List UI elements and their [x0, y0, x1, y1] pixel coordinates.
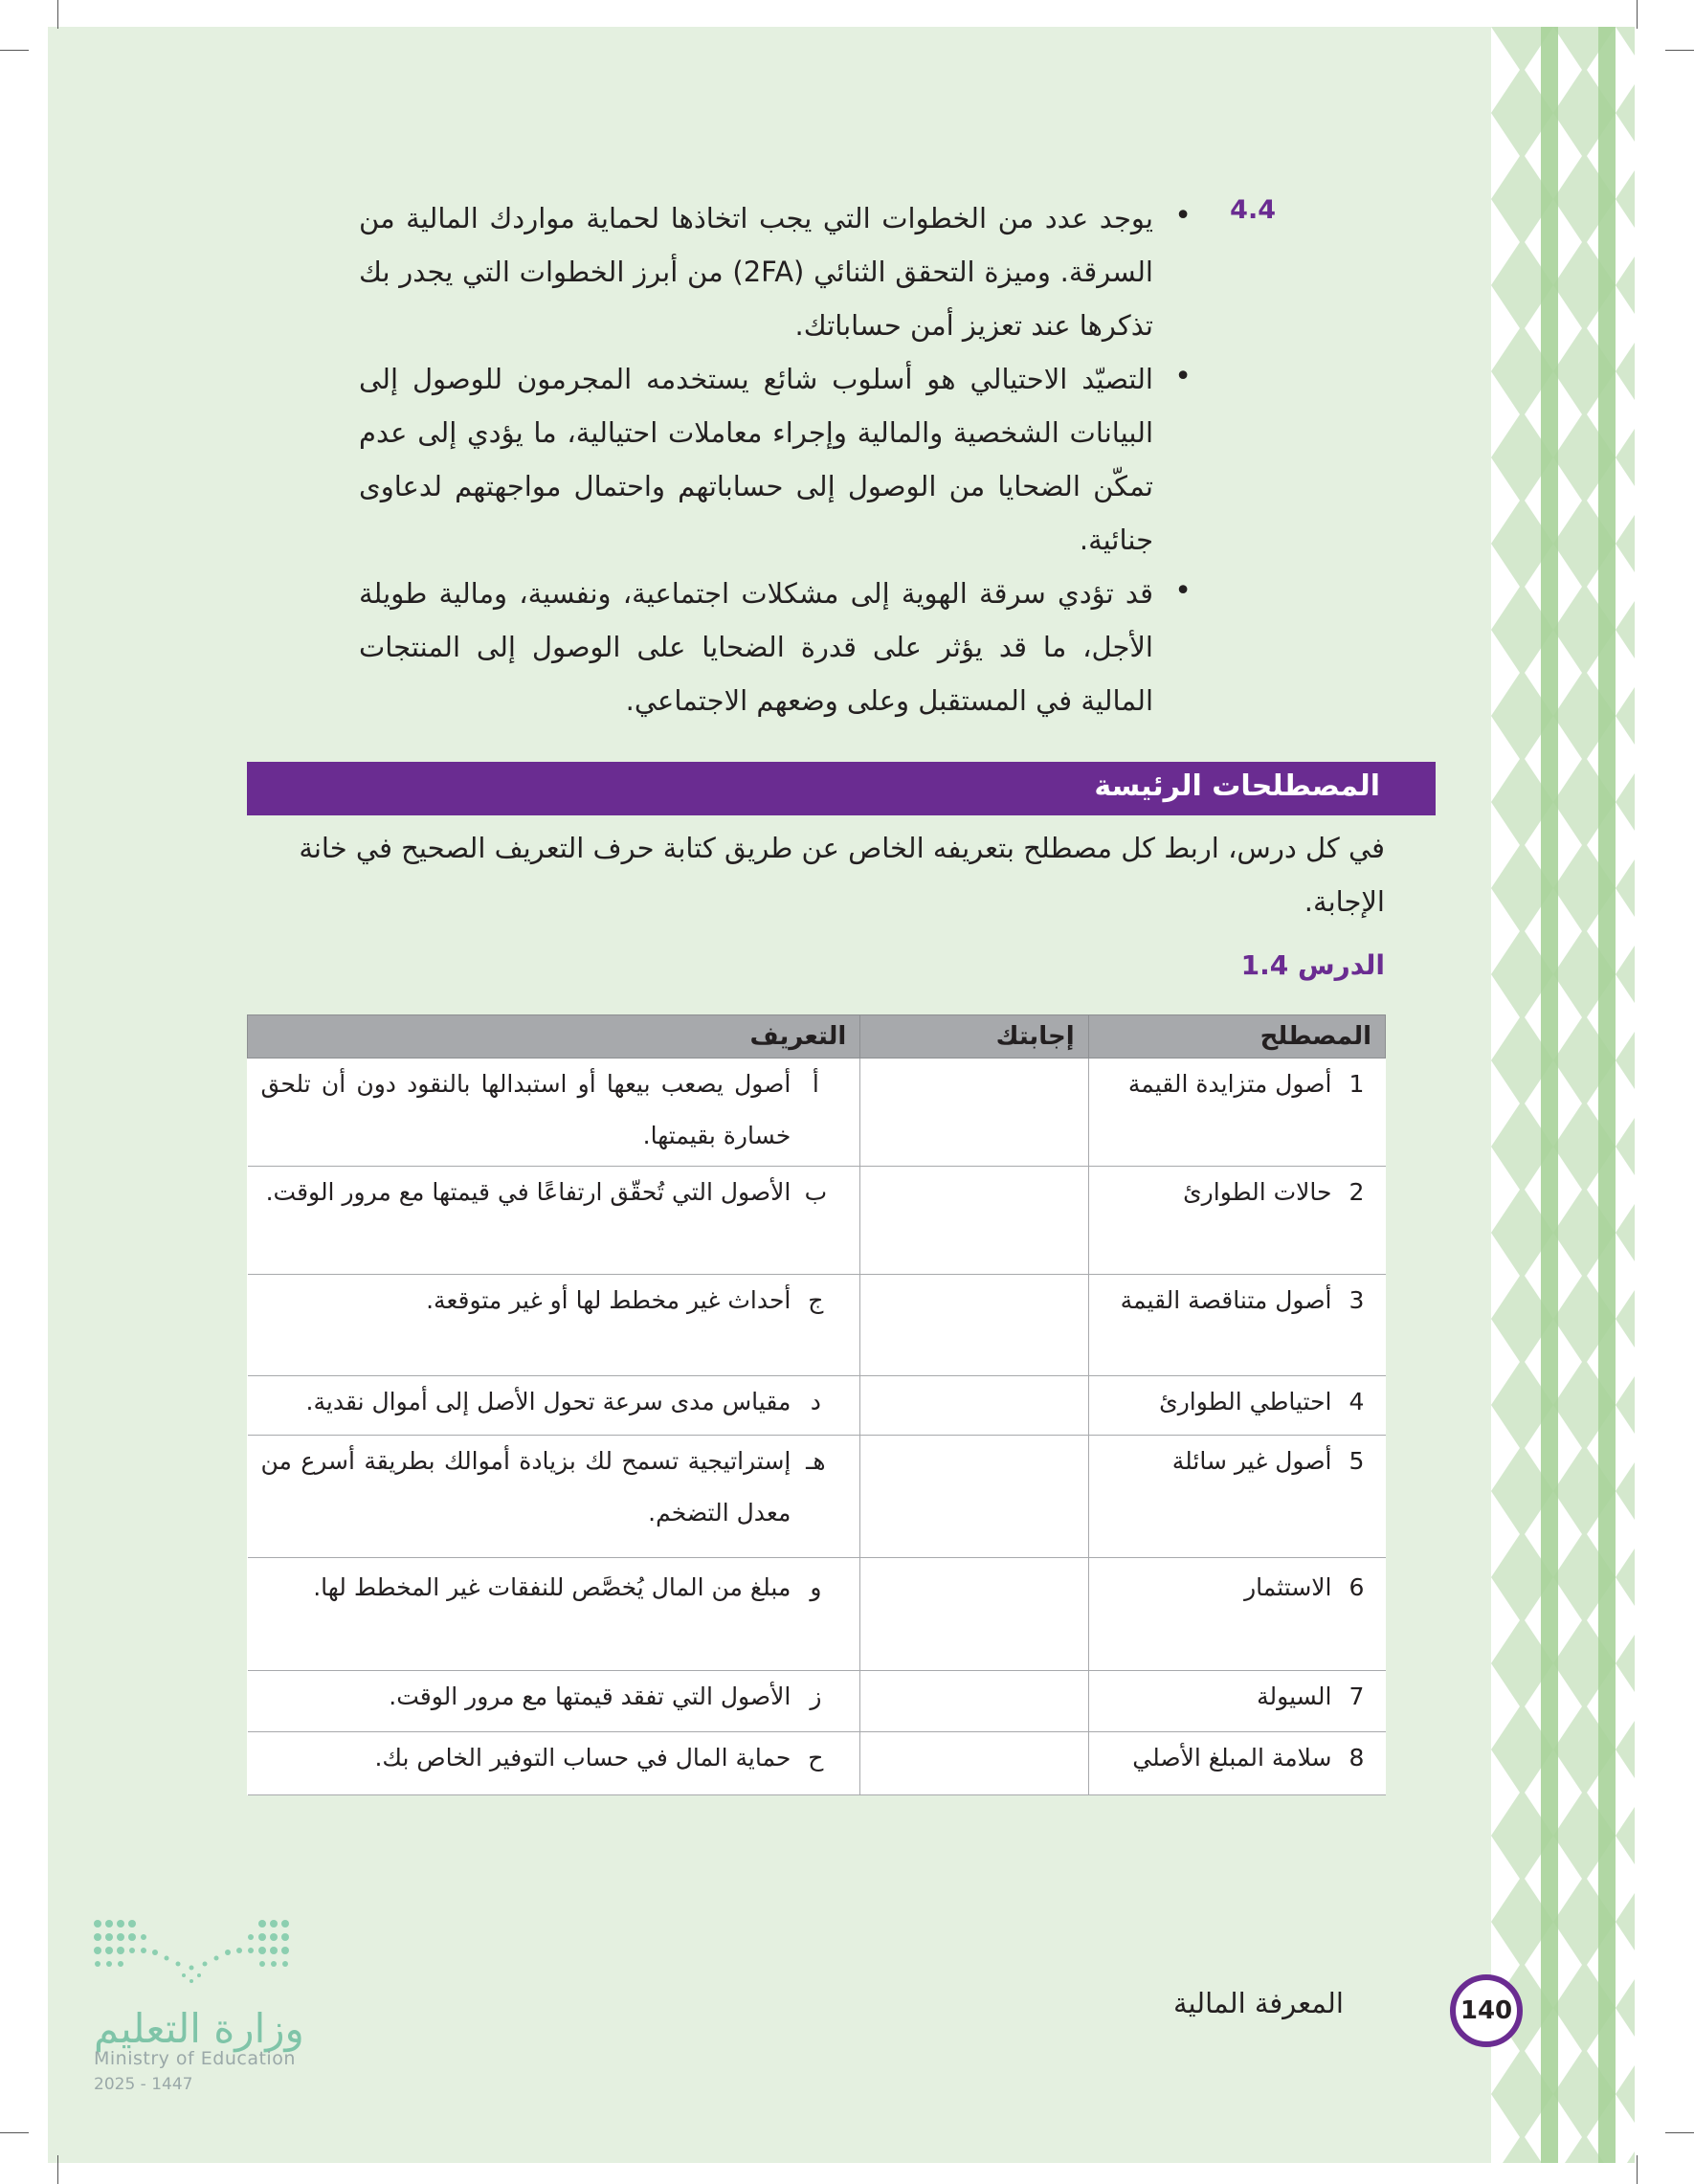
crop-mark — [57, 2155, 58, 2184]
header-term: المصطلح — [1088, 1015, 1385, 1059]
answer-field[interactable] — [860, 1167, 1088, 1275]
term-cell — [1088, 1436, 1385, 1558]
definition-cell — [248, 1167, 860, 1275]
table-row — [248, 1275, 1386, 1376]
table-row — [248, 1436, 1386, 1558]
bullet-text: يوجد عدد من الخطوات التي يجب اتخاذها لحماية مواردك المالية من السرقة. وميزة التحقق الثنائي (2FA) من أبرز الخطوات التي يجدر بك تذكرها عند تعزيز أمن حساباتك. — [359, 202, 1153, 342]
table-row — [248, 1558, 1386, 1671]
definition-letter: ز — [810, 1683, 822, 1710]
definition-letter: د — [810, 1388, 821, 1415]
bullet-text: التصيّد الاحتيالي هو أسلوب شائع يستخدمه المجرمون للوصول إلى البيانات الشخصية والمالية وإجراء معاملات احتيالية، ما يؤدي إلى عدم تمكّن الضحايا من الوصول إلى حساباتهم واحتمال مواجهتهم لدعاوى جنائية. — [359, 363, 1153, 556]
answer-field[interactable] — [860, 1059, 1088, 1167]
bullet-text: قد تؤدي سرقة الهوية إلى مشكلات اجتماعية، ونفسية، ومالية طويلة الأجل، ما قد يؤثر على قدرة الضحايا على الوصول إلى المنتجات المالية في المستقبل وعلى وضعهم الاجتماعي. — [359, 577, 1153, 717]
table-row — [248, 1671, 1386, 1732]
crop-mark — [0, 50, 29, 51]
key-terms-header — [247, 762, 1436, 815]
crop-mark — [1637, 0, 1638, 29]
definition-text: إستراتيجية تسمح لك بزيادة أموالك بطريقة أسرع من معدل التضخم. — [260, 1447, 791, 1527]
summary-bullets — [244, 191, 1276, 727]
crop-mark — [1665, 50, 1694, 51]
terms-table — [247, 1014, 1386, 1795]
lesson-number: 4.4 — [1230, 195, 1276, 225]
definition-text: مبلغ من المال يُخصَّص للنفقات غير المخطط لها. — [313, 1573, 791, 1601]
answer-field[interactable] — [860, 1275, 1088, 1376]
ministry-logo — [92, 1914, 312, 2106]
term-number: 6 — [1349, 1573, 1365, 1601]
definition-letter: أ — [812, 1070, 819, 1098]
term-text: احتياطي الطوارئ — [1159, 1388, 1332, 1415]
term-number: 5 — [1349, 1447, 1365, 1475]
bullet-dot-icon: • — [1174, 574, 1192, 608]
table-row — [248, 1732, 1386, 1795]
definition-text: الأصول التي تفقد قيمتها مع مرور الوقت. — [389, 1683, 791, 1710]
definition-letter: ب — [804, 1178, 828, 1206]
definition-cell — [248, 1671, 860, 1732]
definition-text: أصول يصعب بيعها أو استبدالها بالنقود دون أن تلحق خسارة بقيمتها. — [260, 1070, 791, 1149]
definition-letter: هـ — [806, 1447, 826, 1475]
answer-field[interactable] — [860, 1558, 1088, 1671]
term-number: 1 — [1349, 1070, 1365, 1098]
key-terms-title: المصطلحات الرئيسة — [1094, 769, 1380, 803]
definition-letter: و — [810, 1573, 822, 1601]
crop-mark — [1665, 2132, 1694, 2133]
bullet-dot-icon: • — [1174, 199, 1192, 233]
bullet-item — [244, 191, 1276, 352]
term-text: سلامة المبلغ الأصلي — [1132, 1744, 1332, 1772]
border-pattern — [1491, 27, 1635, 2163]
term-number: 7 — [1349, 1683, 1365, 1710]
page-number-badge — [1450, 1974, 1523, 2047]
term-cell — [1088, 1671, 1385, 1732]
table-row — [248, 1059, 1386, 1167]
answer-field[interactable] — [860, 1671, 1088, 1732]
definition-cell — [248, 1376, 860, 1436]
decorative-border — [1491, 27, 1635, 2163]
term-text: أصول غير سائلة — [1171, 1447, 1332, 1475]
definition-cell — [248, 1275, 860, 1376]
logo-dots-icon — [92, 1914, 302, 2005]
book-title: المعرفة المالية — [1173, 1987, 1344, 2019]
definition-letter: ج — [808, 1286, 824, 1314]
lesson-label: الدرس 1.4 — [1240, 949, 1385, 981]
definition-cell — [248, 1732, 860, 1795]
term-number: 3 — [1349, 1286, 1365, 1314]
term-text: السيولة — [1257, 1683, 1332, 1710]
term-cell — [1088, 1275, 1385, 1376]
answer-field[interactable] — [860, 1376, 1088, 1436]
term-number: 2 — [1349, 1178, 1365, 1206]
term-cell — [1088, 1376, 1385, 1436]
term-cell — [1088, 1732, 1385, 1795]
crop-mark — [0, 2132, 29, 2133]
term-cell — [1088, 1558, 1385, 1671]
page-number: 140 — [1460, 1996, 1513, 2025]
definition-text: حماية المال في حساب التوفير الخاص بك. — [374, 1744, 791, 1772]
definition-text: مقياس مدى سرعة تحول الأصل إلى أموال نقدية. — [305, 1388, 791, 1415]
term-text: الاستثمار — [1244, 1573, 1332, 1601]
term-cell — [1088, 1167, 1385, 1275]
header-answer: إجابتك — [860, 1015, 1088, 1059]
definition-cell — [248, 1436, 860, 1558]
crop-mark — [57, 0, 58, 29]
answer-field[interactable] — [860, 1436, 1088, 1558]
term-text: أصول متناقصة القيمة — [1120, 1286, 1332, 1314]
bullet-item — [244, 567, 1192, 727]
table-row — [248, 1376, 1386, 1436]
logo-year: 2025 - 1447 — [94, 2075, 193, 2094]
term-number: 8 — [1349, 1744, 1365, 1772]
bullet-item — [244, 352, 1192, 567]
definition-cell — [248, 1558, 860, 1671]
definition-text: الأصول التي تُحقّق ارتفاعًا في قيمتها مع مرور الوقت. — [265, 1178, 791, 1206]
term-text: أصول متزايدة القيمة — [1127, 1070, 1332, 1098]
header-definition: التعريف — [248, 1015, 860, 1059]
definition-cell — [248, 1059, 860, 1167]
definition-text: أحداث غير مخطط لها أو غير متوقعة. — [426, 1286, 791, 1314]
answer-field[interactable] — [860, 1732, 1088, 1795]
logo-arabic-text: وزارة التعليم — [94, 2005, 304, 2052]
instructions-text: في كل درس، اربط كل مصطلح بتعريفه الخاص عن طريق كتابة حرف التعريف الصحيح في خانة الإجابة. — [299, 832, 1385, 918]
definition-letter: ح — [808, 1744, 824, 1772]
term-number: 4 — [1349, 1388, 1365, 1415]
table-row — [248, 1167, 1386, 1275]
term-cell — [1088, 1059, 1385, 1167]
table-header-row — [248, 1015, 1386, 1059]
crop-mark — [1637, 2155, 1638, 2184]
bullet-dot-icon: • — [1174, 360, 1192, 393]
logo-english-text: Ministry of Education — [94, 2048, 296, 2069]
term-text: حالات الطوارئ — [1183, 1178, 1332, 1206]
